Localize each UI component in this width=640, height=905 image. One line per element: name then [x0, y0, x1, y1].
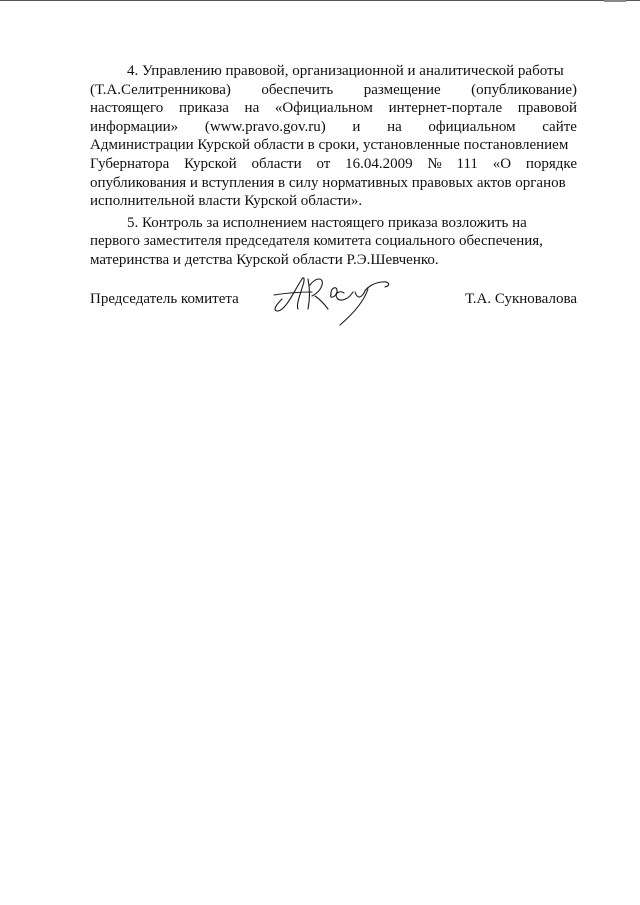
handwritten-signature-icon	[268, 265, 398, 327]
paragraph-line: информации» (www.pravo.gov.ru) и на официальном сайте	[90, 118, 577, 135]
paragraph-line: настоящего приказа на «Официальном интернет-портале правовой	[90, 100, 577, 117]
document-body	[90, 62, 577, 270]
signatory-title: Председатель комитета	[90, 291, 239, 307]
paragraph-line: Губернатора Курской области от 16.04.2009 № 111 «О порядке	[90, 155, 577, 172]
top-border-line	[0, 0, 640, 1]
paragraph-item-4	[90, 62, 577, 211]
signatory-name: Т.А. Сукновалова	[465, 291, 577, 307]
paragraph-line: 4. Управлению правовой, организационной и аналитической работы	[127, 63, 564, 79]
paragraph-line: первого заместителя председателя комитета социального обеспечения,	[90, 233, 543, 250]
paragraph-line: исполнительной власти Курской области».	[90, 193, 363, 210]
paragraph-line: 5. Контроль за исполнением настоящего приказа возложить на	[127, 214, 527, 231]
paragraph-line: (Т.А.Селитренникова) обеспечить размещение (опубликование)	[90, 81, 577, 98]
top-border-mark	[604, 0, 626, 2]
paragraph-line: материнства и детства Курской области Р.Э.Шевченко.	[90, 251, 439, 268]
paragraph-line: опубликования и вступления в силу нормативных правовых актов органов	[90, 174, 566, 191]
paragraph-item-5	[90, 214, 577, 270]
paragraph-line: Администрации Курской области в сроки, установленные постановлением	[90, 137, 569, 154]
